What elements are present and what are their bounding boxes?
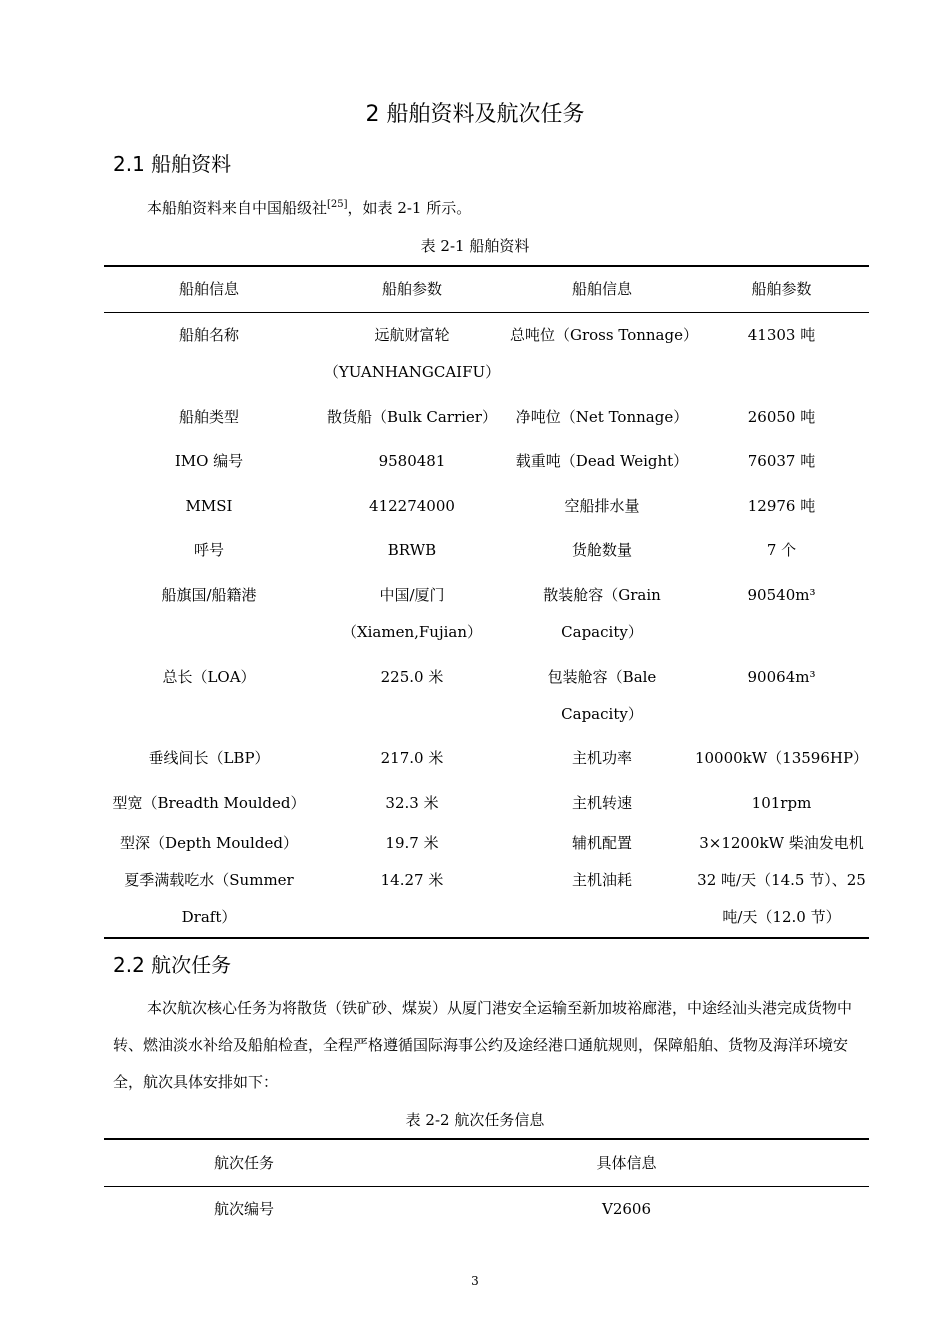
table-cell: Draft） <box>181 908 237 926</box>
table-header-cell: 船舶参数 <box>751 280 812 298</box>
table-cell: 32.3 米 <box>385 794 439 812</box>
table-cell: 空船排水量 <box>564 497 640 515</box>
table-header-cell: 船舶信息 <box>178 280 239 298</box>
table-cell: （YUANHANGCAIFU） <box>323 363 501 381</box>
table-cell: 41303 吨 <box>747 326 816 344</box>
table-cell: 夏季满载吃水（Summer <box>124 871 294 889</box>
section-heading-voyage-task: 2.2 航次任务 <box>113 953 232 977</box>
table-cell: 散货船（Bulk Carrier） <box>327 408 497 426</box>
table-cell: Capacity） <box>561 623 643 641</box>
table-cell: 呼号 <box>193 541 224 559</box>
voyage-task-paragraph: 本次航次核心任务为将散货（铁矿砂、煤炭）从厦门港安全运输至新加坡裕廊港，中途经汕头港完成货物中转、燃油淡水补给及船舶检查，全程严格遵循国际海事公约及途经港口通航规则，保障船舶、货物及海洋环境安全，航次具体安排如下： <box>113 999 853 1091</box>
table-cell: 船旗国/船籍港 <box>161 586 257 604</box>
intro-text: 本船舶资料来自中国船级社 <box>147 199 328 217</box>
table-header-rule <box>104 312 869 313</box>
table-cell: 净吨位（Net Tonnage） <box>515 408 689 426</box>
table-cell: MMSI <box>185 497 233 515</box>
table-cell: 12976 吨 <box>747 497 816 515</box>
table-cell: 散装舱容（Grain <box>543 586 661 604</box>
table-2-2-caption: 表 2-2 航次任务信息 <box>405 1111 545 1129</box>
table-header-cell: 船舶参数 <box>381 280 442 298</box>
table-cell: 32 吨/天（14.5 节）、25 <box>697 871 866 889</box>
table-cell: 总吨位（Gross Tonnage） <box>510 326 698 344</box>
table2-header-cell: 具体信息 <box>596 1154 657 1172</box>
table-cell: 76037 吨 <box>747 452 816 470</box>
citation-ref[interactable]: [25] <box>327 199 348 210</box>
table-cell: 中国/厦门 <box>379 586 445 604</box>
table-cell: 垂线间长（LBP） <box>148 749 270 767</box>
table-header-cell: 船舶信息 <box>571 280 632 298</box>
table2-cell: V2606 <box>601 1200 651 1218</box>
table-cell: 412274000 <box>369 497 455 515</box>
table-cell: 14.27 米 <box>380 871 444 889</box>
table-cell: 225.0 米 <box>380 668 444 686</box>
table-cell: 主机功率 <box>571 749 632 767</box>
table-top-rule <box>104 265 869 267</box>
table-cell: BRWB <box>387 541 437 559</box>
table-cell: 26050 吨 <box>747 408 816 426</box>
table-cell: 217.0 米 <box>380 749 444 767</box>
table-cell: Capacity） <box>561 705 643 723</box>
table-cell: 船舶名称 <box>178 326 239 344</box>
table-cell: 3×1200kW 柴油发电机 <box>699 834 864 852</box>
table-cell: 船舶类型 <box>178 408 239 426</box>
table-cell: 10000kW（13596HP） <box>694 749 869 767</box>
table-bottom-rule <box>104 937 869 939</box>
table-cell: IMO 编号 <box>174 452 244 470</box>
table-cell: 货舱数量 <box>571 541 632 559</box>
table2-cell: 航次编号 <box>213 1200 274 1218</box>
table-cell: 远航财富轮 <box>374 326 450 344</box>
table-cell: 19.7 米 <box>385 834 439 852</box>
table-cell: 9580481 <box>378 452 446 470</box>
table-cell: 辅机配置 <box>571 834 632 852</box>
table-cell: （Xiamen,Fujian） <box>341 623 483 641</box>
table-cell: 90540m³ <box>747 586 816 604</box>
table-cell: 包装舱容（Bale <box>547 668 657 686</box>
table-cell: 总长（LOA） <box>162 668 256 686</box>
table2-header-cell: 航次任务 <box>213 1154 274 1172</box>
section-heading-ship-data: 2.1 船舶资料 <box>113 152 232 176</box>
table-cell: 型宽（Breadth Moulded） <box>112 794 306 812</box>
table-cell: 7 个 <box>766 541 797 559</box>
ship-data-intro <box>113 190 868 227</box>
table-cell: 101rpm <box>751 794 812 812</box>
table2-header-rule <box>104 1186 869 1187</box>
table-cell: 90064m³ <box>747 668 816 686</box>
table-cell: 载重吨（Dead Weight） <box>515 452 689 470</box>
table-2-1-caption: 表 2-1 船舶资料 <box>420 237 530 255</box>
table2-top-rule <box>104 1138 869 1140</box>
intro-text-end: ，如表 2-1 所示。 <box>347 199 472 217</box>
page-number: 3 <box>471 1274 479 1288</box>
table-cell: 型深（Depth Moulded） <box>120 834 298 852</box>
table-cell: 主机油耗 <box>571 871 632 889</box>
table-cell: 吨/天（12.0 节） <box>722 908 841 926</box>
page-title: 2 船舶资料及航次任务 <box>365 102 585 127</box>
table-cell: 主机转速 <box>571 794 632 812</box>
